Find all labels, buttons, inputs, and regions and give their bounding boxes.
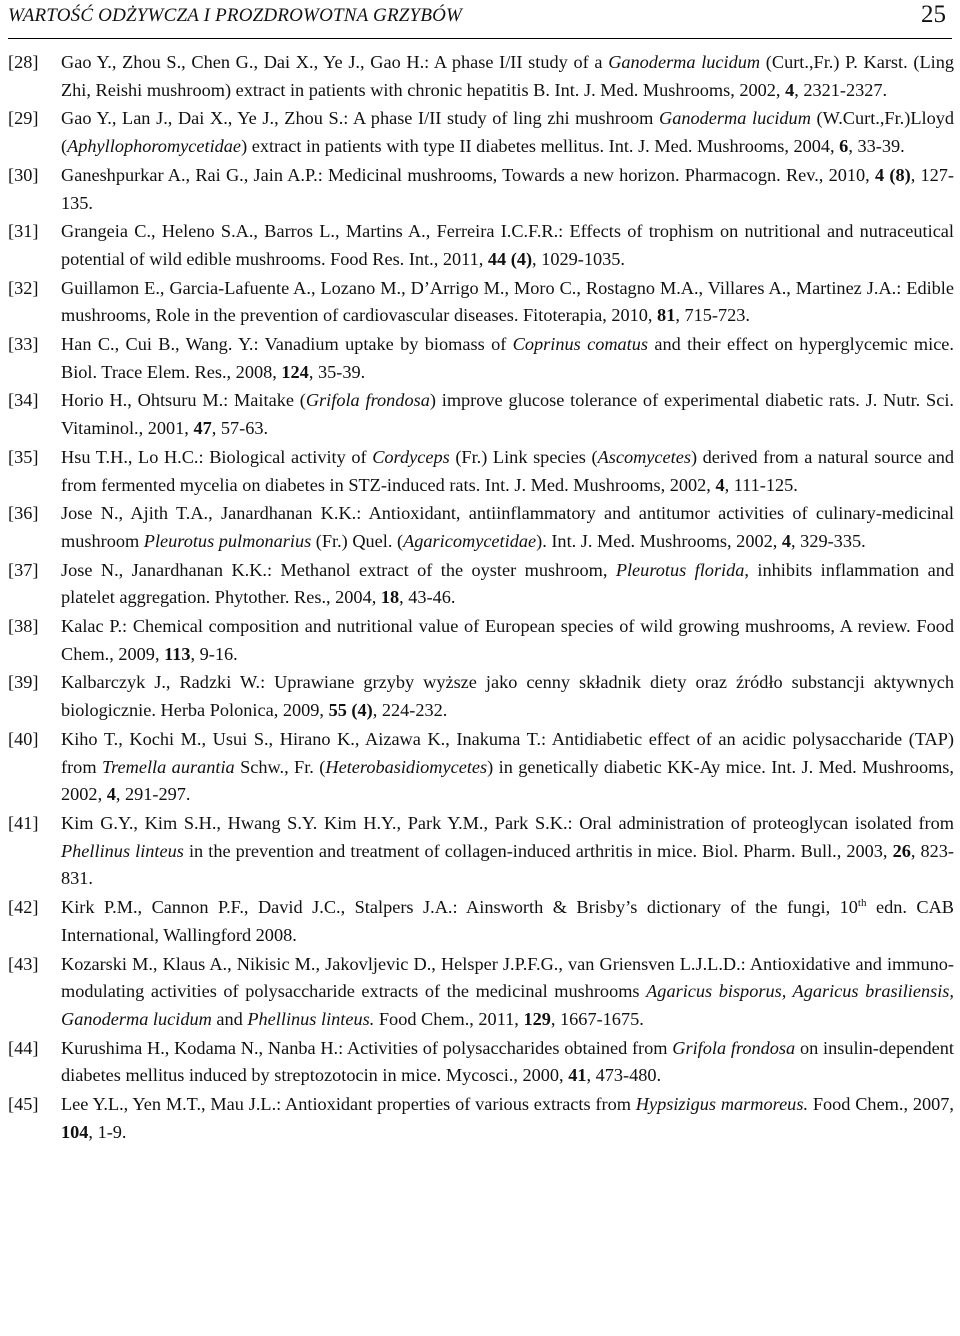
bold-segment: 113	[164, 643, 191, 664]
reference-text	[61, 221, 954, 269]
text-segment: Gao Y., Lan J., Dai X., Ye J., Zhou S.: A phase I/II study of ling zhi mushroom	[61, 108, 660, 129]
text-segment: , 329-335.	[791, 530, 866, 551]
text-segment: , 291-297.	[115, 784, 191, 805]
reference-number: [45]	[8, 1094, 39, 1115]
reference-number: [35]	[8, 446, 39, 467]
running-title: WARTOŚĆ ODŻYWCZA I PROZDROWOTNA GRZYBÓW	[8, 5, 463, 26]
text-segment: , 33-39.	[848, 136, 905, 157]
reference-text	[61, 108, 954, 156]
reference-item	[8, 669, 954, 724]
reference-item	[8, 162, 954, 217]
text-segment: , 43-46.	[399, 587, 456, 608]
text-segment: and their effect on hyperglycemic mice. Biol. Trace Elem. Res., 2008,	[61, 334, 954, 382]
reference-number: [29]	[8, 108, 39, 129]
reference-item	[8, 275, 954, 330]
text-segment: Kirk P.M., Cannon P.F., David J.C., Stalpers J.A.: Ainsworth & Brisby’s dictionary of the fungi, 10	[61, 897, 858, 918]
text-segment: Grangeia C., Heleno S.A., Barros L., Martins A., Ferreira I.C.F.R.: Effects of trophism on nutritional and nutraceutical potential of wild edible mushrooms. Food Res. Int., 2011,	[61, 221, 954, 269]
reference-number: [38]	[8, 616, 39, 637]
text-segment: Lee Y.L., Yen M.T., Mau J.L.: Antioxidant properties of various extracts from	[61, 1094, 636, 1115]
text-segment: Kozarski M., Klaus A., Nikisic M., Jakovljevic D., Helsper J.P.F.G., van Griensven L.J.L.D.: Antioxidative and immuno-modulating activities of polysaccharide extracts of the medicinal mushrooms	[61, 953, 954, 1002]
text-segment: Kurushima H., Kodama N., Nanba H.: Activities of polysaccharides obtained from	[61, 1037, 673, 1058]
bold-segment: 4	[715, 474, 725, 495]
italic-segment: Heterobasidiomycetes	[325, 756, 488, 777]
italic-segment: Grifola frondosa	[672, 1037, 796, 1058]
reference-number: [28]	[8, 52, 39, 72]
italic-segment: Phellinus linteus.	[247, 1008, 375, 1029]
reference-text	[61, 616, 954, 664]
text-segment: , 1-9.	[88, 1121, 127, 1142]
bold-segment: 55 (4)	[328, 700, 373, 721]
text-segment: , inhibits inflammation and platelet aggregation. Phytother. Res., 2004,	[61, 559, 954, 608]
text-segment: Kalbarczyk J., Radzki W.: Uprawiane grzyby wyższe jako cenny składnik diety oraz źródło substancji aktywnych biologicznie. Herba Polonica, 2009,	[61, 672, 954, 721]
text-segment: , 473-480.	[586, 1065, 662, 1086]
text-segment: edn. CAB International, Wallingford 2008.	[61, 897, 954, 945]
italic-segment: Phellinus linteus	[61, 840, 184, 861]
bold-segment: 6	[839, 136, 849, 157]
reference-item	[8, 894, 954, 949]
text-segment: ) improve glucose tolerance of experimental diabetic rats. J. Nutr. Sci. Vitaminol., 2001,	[61, 390, 954, 439]
text-segment: Kalac P.: Chemical composition and nutritional value of European species of wild growing mushrooms, A review. Food Chem., 2009,	[61, 616, 954, 664]
reference-text	[61, 334, 954, 382]
reference-number: [37]	[8, 559, 39, 580]
reference-number: [40]	[8, 728, 39, 749]
text-segment: and	[211, 1008, 248, 1029]
text-segment: , 57-63.	[211, 418, 269, 439]
italic-segment: Cordyceps	[372, 446, 450, 467]
text-segment: Food Chem., 2007,	[808, 1094, 954, 1115]
reference-item	[8, 331, 954, 386]
text-segment: , 715-723.	[675, 305, 750, 326]
reference-text	[61, 165, 954, 213]
reference-text	[61, 390, 954, 438]
reference-list	[8, 49, 954, 1147]
reference-item	[8, 105, 954, 160]
text-segment: ) extract in patients with type II diabetes mellitus. Int. J. Med. Mushrooms, 2004,	[241, 136, 840, 157]
reference-item	[8, 444, 954, 499]
text-segment: , 127-135.	[61, 164, 955, 213]
italic-segment: Pleurotus pulmonarius	[143, 530, 312, 551]
reference-text	[61, 503, 954, 551]
reference-text	[61, 1094, 954, 1142]
bold-segment: 124	[281, 361, 309, 382]
reference-text	[61, 813, 954, 888]
reference-number: [41]	[8, 812, 39, 833]
text-segment: (Fr.) Link species (	[449, 446, 598, 467]
bold-segment: 4 (8)	[874, 164, 911, 185]
italic-segment: Agaricus bisporus, Agaricus brasiliensis, Ganoderma lucidum	[61, 981, 954, 1029]
text-segment: Hsu T.H., Lo H.C.: Biological activity of	[61, 446, 373, 467]
text-segment: , 35-39.	[308, 361, 366, 382]
reference-text	[61, 560, 954, 608]
text-segment: , 823-831.	[61, 840, 955, 889]
text-segment: (Fr.) Quel. (	[311, 530, 404, 551]
text-segment: in the prevention and treatment of collagen-induced arthritis in mice. Biol. Pharm. Bull., 2003,	[183, 840, 893, 861]
reference-text	[61, 278, 954, 326]
reference-text	[61, 954, 954, 1029]
text-segment: Ganeshpurkar A., Rai G., Jain A.P.: Medicinal mushrooms, Towards a new horizon. Pharmacogn. Rev., 2010,	[61, 164, 875, 185]
italic-segment: Hypsizigus marmoreus.	[635, 1094, 809, 1115]
italic-segment: Ganoderma lucidum	[659, 108, 811, 129]
reference-number: [39]	[8, 672, 39, 693]
text-segment: , 224-232.	[372, 700, 448, 721]
bold-segment: 44 (4)	[487, 248, 533, 269]
text-segment: Jose N., Janardhanan K.K.: Methanol extract of the oyster mushroom,	[61, 559, 616, 580]
text-segment: , 1667-1675.	[550, 1008, 644, 1029]
text-segment: ) derived from a natural source and from fermented mycelia on diabetes in STZ-induced rats. Int. J. Med. Mushrooms, 2002,	[61, 446, 954, 495]
italic-segment: Agaricomycetidae	[403, 530, 537, 551]
reference-text	[61, 672, 954, 720]
text-segment: , 1029-1035.	[532, 248, 625, 269]
reference-number: [44]	[8, 1037, 39, 1058]
bold-segment: 104	[61, 1121, 89, 1142]
bold-segment: 81	[657, 305, 676, 326]
text-segment: Jose N., Ajith T.A., Janardhanan K.K.: Antioxidant, antiinflammatory and antitumor activities of culinary-medicinal mushroom	[61, 503, 954, 551]
reference-text	[61, 447, 954, 495]
reference-item	[8, 951, 954, 1034]
bold-segment: 4	[106, 784, 116, 805]
reference-text	[61, 52, 954, 100]
bold-segment: 41	[568, 1065, 587, 1086]
reference-number: [32]	[8, 277, 39, 298]
reference-item	[8, 1091, 954, 1146]
reference-text	[61, 897, 954, 945]
bold-segment: 18	[380, 587, 400, 608]
text-segment: Guillamon E., Garcia-Lafuente A., Lozano M., D’Arrigo M., Moro C., Rostagno M.A., Villares A., Martinez J.A.: Edible mushrooms, Role in the prevention of cardiovascular diseases. Fitoterapia, 2010,	[61, 277, 954, 326]
italic-segment: Coprinus comatus	[512, 334, 649, 355]
text-segment: , 9-16.	[190, 643, 238, 664]
bold-segment: 47	[193, 418, 212, 439]
text-segment: Schw., Fr. (	[234, 756, 326, 777]
italic-segment: Pleurotus florida	[615, 559, 745, 580]
reference-text	[61, 1038, 954, 1086]
reference-item	[8, 810, 954, 893]
reference-item	[8, 1035, 954, 1090]
page-header	[8, 0, 952, 39]
reference-item	[8, 218, 954, 273]
reference-item	[8, 726, 954, 809]
reference-item	[8, 557, 954, 612]
italic-segment: Aphyllophoromycetidae	[67, 136, 242, 157]
reference-number: [33]	[8, 334, 39, 355]
reference-number: [30]	[8, 164, 39, 185]
reference-number: [31]	[8, 221, 39, 242]
text-segment: Han C., Cui B., Wang. Y.: Vanadium uptake by biomass of	[61, 334, 513, 355]
reference-item	[8, 387, 954, 442]
bold-segment: 4	[781, 530, 792, 551]
page-number: 25	[921, 1, 946, 28]
text-segment: (Curt.,Fr.) P. Karst. (Ling Zhi, Reishi mushroom) extract in patients with chronic hepatitis B. Int. J. Med. Mushrooms, 2002,	[61, 52, 954, 100]
text-segment: Horio H., Ohtsuru M.: Maitake (	[61, 390, 306, 411]
text-segment: Food Chem., 2011,	[374, 1008, 524, 1029]
reference-item	[8, 500, 954, 555]
text-segment: , 2321-2327.	[794, 79, 888, 100]
text-segment: on insulin-dependent diabetes mellitus induced by streptozotocin in mice. Mycosci., 2000,	[61, 1037, 954, 1086]
reference-number: [36]	[8, 503, 39, 524]
text-segment: ) in genetically diabetic KK-Ay mice. Int. J. Med. Mushrooms, 2002,	[61, 756, 954, 805]
reference-item	[8, 49, 954, 104]
text-segment: ). Int. J. Med. Mushrooms, 2002,	[536, 530, 782, 551]
text-segment: Gao Y., Zhou S., Chen G., Dai X., Ye J., Gao H.: A phase I/II study of a	[61, 52, 609, 72]
bold-segment: 4	[785, 79, 795, 100]
italic-segment: Tremella aurantia	[101, 756, 235, 777]
superscript-segment: th	[857, 897, 867, 909]
reference-text	[61, 729, 954, 804]
reference-number: [43]	[8, 953, 39, 974]
text-segment: (W.Curt.,Fr.)Lloyd (	[61, 108, 954, 157]
reference-number: [34]	[8, 390, 39, 411]
text-segment: , 111-125.	[724, 474, 798, 495]
italic-segment: Ganoderma lucidum	[608, 52, 761, 72]
reference-item	[8, 613, 954, 668]
reference-number: [42]	[8, 897, 39, 918]
italic-segment: Ascomycetes	[597, 446, 691, 467]
bold-segment: 26	[892, 840, 911, 861]
text-segment: Kim G.Y., Kim S.H., Hwang S.Y. Kim H.Y., Park Y.M., Park S.K.: Oral administration of proteoglycan isolated from	[61, 812, 954, 833]
bold-segment: 129	[523, 1008, 551, 1029]
italic-segment: Grifola frondosa	[305, 390, 430, 411]
text-segment: Kiho T., Kochi M., Usui S., Hirano K., Aizawa K., Inakuma T.: Antidiabetic effect of an acidic polysaccharide (TAP) from	[61, 728, 954, 777]
